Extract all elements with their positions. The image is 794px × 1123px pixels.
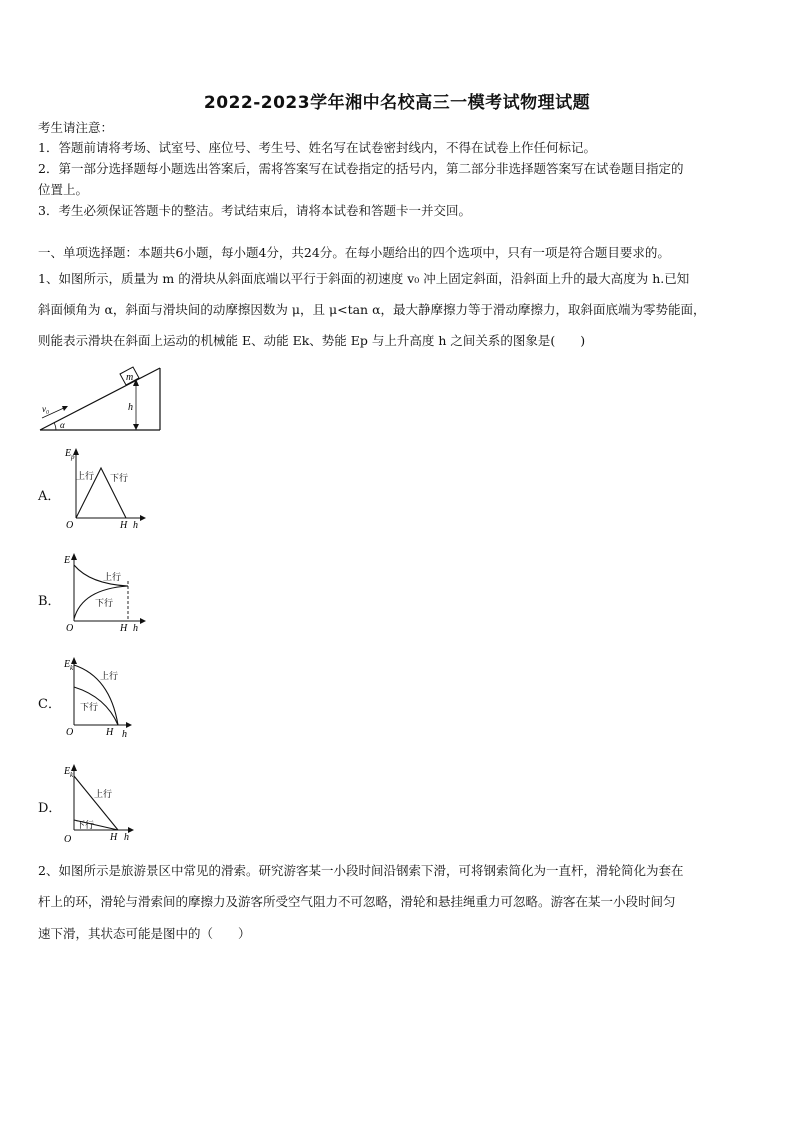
notice-item-3: 3．考生必须保证答题卡的整洁。考试结束后，请将本试卷和答题卡一并交回。 [38,203,471,218]
option-a-label: A． [38,489,61,504]
option-d-down-label: 下行 [76,820,95,830]
option-d-y-sub: k [70,771,74,779]
option-c-x-end: H [106,727,114,738]
section1-header: 一、单项选择题：本题共6小题，每小题4分，共24分。在每小题给出的四个选项中，只有一项是符合题目要求的。 [38,245,670,260]
option-b-down-label: 下行 [95,598,114,608]
page-title: 2022-2023学年湘中名校高三一模考试物理试题 [203,93,591,113]
option-b-up-label: 上行 [103,572,122,582]
option-d-y-axis: E [64,766,71,777]
incline-mass-label: m [126,372,134,383]
option-a-x-end: H [120,520,128,531]
option-b-x-axis: h [133,623,138,634]
q1-line-3: 则能表示滑块在斜面上运动的机械能 E、动能 Ek、势能 Ep 与上升高度 h 之间关系的图象是( ) [38,333,586,348]
option-b-origin: O [66,623,74,634]
option-a-up-label: 上行 [76,471,95,481]
q1-line-2: 斜面倾角为 α，斜面与滑块间的动摩擦因数为 μ，且 μ<tan α，最大静摩擦力等于滑动摩擦力，取斜面底端为零势能面， [38,302,706,317]
option-a-down-label: 下行 [110,473,129,483]
option-d-up-label: 上行 [94,789,113,799]
incline-angle-label: α [60,420,65,430]
option-a-origin: O [66,520,74,531]
option-a-y-axis: E [65,448,72,459]
option-a-y-sub: p [71,453,75,461]
option-c-graph [60,655,150,741]
option-a-x-axis: h [133,520,138,531]
option-c-y-sub: k [70,664,74,672]
incline-velocity-label: v₀ [42,404,50,414]
incline-height-label: h [128,402,133,413]
option-c-up-label: 上行 [100,671,119,681]
option-c-label: C． [38,697,61,712]
option-d-label: D． [38,801,62,816]
incline-figure [36,362,166,434]
q2-line-3: 速下滑，其状态可能是图中的（ ） [38,926,251,941]
notice-item-1: 1．答题前请将考场、试室号、座位号、考生号、姓名写在试卷密封线内，不得在试卷上作任何标记。 [38,140,596,155]
option-d-x-end: H [110,832,118,843]
option-b-x-end: H [120,623,128,634]
q1-line-1: 1、如图所示，质量为 m 的滑块从斜面底端以平行于斜面的初速度 v₀ 冲上固定斜面，沿斜面上升的最大高度为 h.已知 [38,271,690,286]
option-c-x-axis: h [122,729,127,740]
q2-line-1: 2、如图所示是旅游景区中常见的滑索。研究游客某一小段时间沿钢索下滑，可将钢索简化为一直杆，滑轮简化为套在 [38,863,684,878]
option-c-y-axis: E [64,659,71,670]
option-b-y-axis: E [64,555,71,566]
option-b-label: B． [38,594,61,609]
option-d-graph [60,762,150,848]
option-c-down-label: 下行 [80,702,99,712]
notice-heading: 考生请注意： [38,120,114,135]
q2-line-2: 杆上的环，滑轮与滑索间的摩擦力及游客所受空气阻力不可忽略，滑轮和悬挂绳重力可忽略。游客在某一小段时间匀 [38,894,676,909]
option-c-origin: O [66,727,74,738]
option-d-x-axis: h [124,832,129,843]
option-d-origin: O [64,834,72,845]
option-b-graph [60,551,150,637]
notice-item-2: 2．第一部分选择题每小题选出答案后，需将答案写在试卷指定的括号内，第二部分非选择题答案写在试卷题目指定的 [38,161,684,176]
option-a-graph [60,446,150,532]
notice-item-2-cont: 位置上。 [38,182,89,197]
